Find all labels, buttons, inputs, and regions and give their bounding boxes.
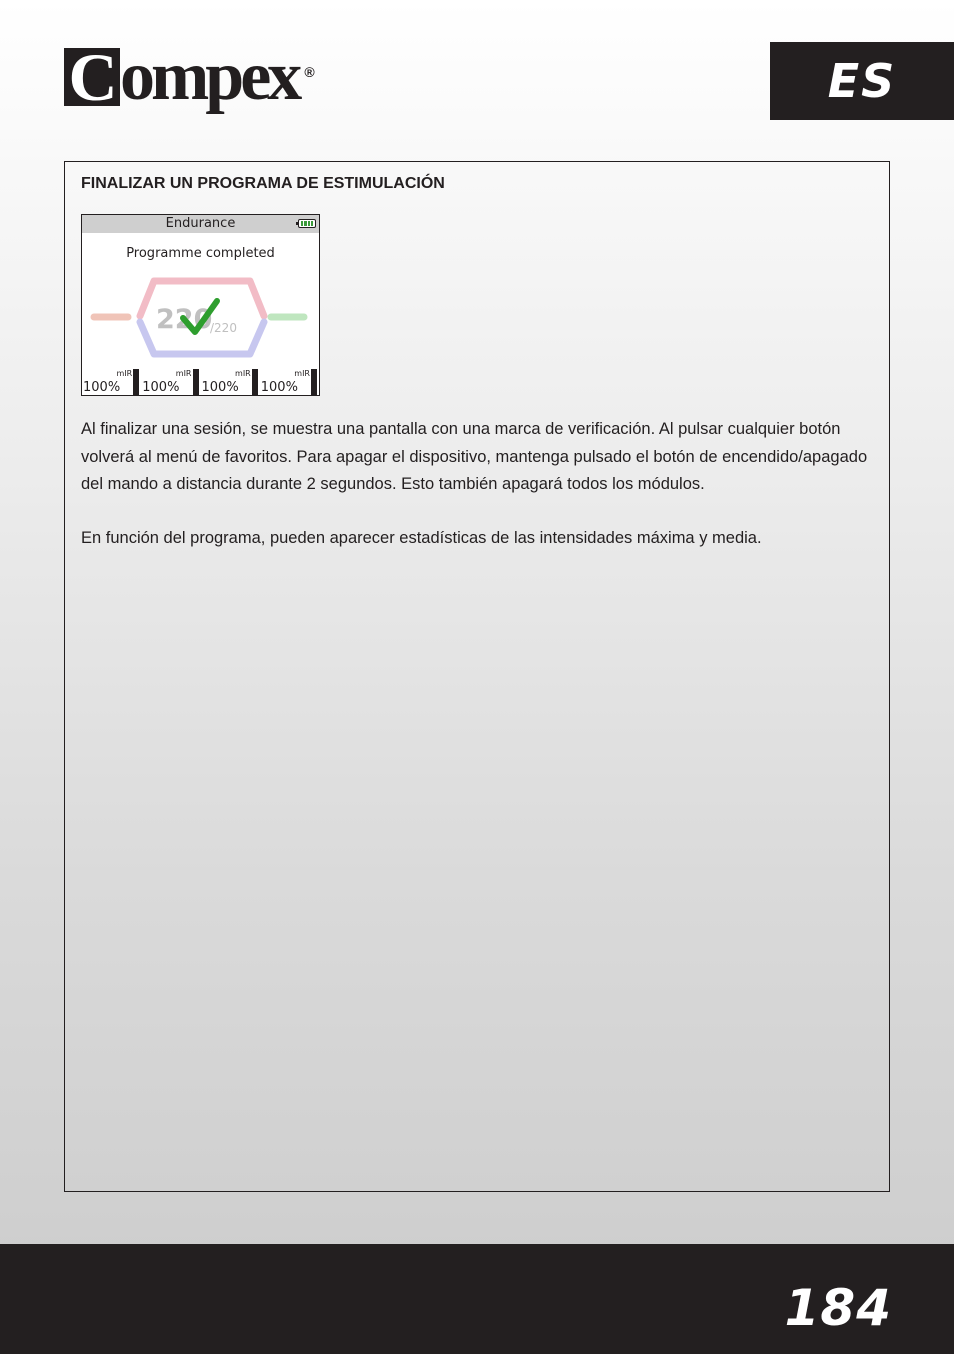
channel-unit: mIR — [235, 369, 251, 378]
channel-unit: mIR — [294, 369, 310, 378]
compex-logo — [64, 40, 315, 120]
channel-value: 100% — [260, 380, 298, 395]
section-title: FINALIZAR UN PROGRAMA DE ESTIMULACIÓN — [81, 175, 445, 192]
channel-4 — [260, 369, 319, 395]
channel-level-bar — [311, 369, 317, 395]
body-paragraph-2: En función del programa, pueden aparecer estadísticas de las intensidades máxima y media. — [81, 529, 762, 547]
progress-hexagon-graphic — [82, 270, 319, 360]
channel-level-bar — [252, 369, 258, 395]
language-tab — [770, 42, 954, 120]
channel-unit: mIR — [116, 369, 133, 378]
battery-icon — [298, 219, 316, 228]
completion-message: Programme completed — [126, 246, 275, 261]
logo-initial: C — [64, 48, 120, 106]
page-number: 184 — [784, 1279, 892, 1337]
channel-value: 100% — [142, 380, 180, 395]
channel-level-bar — [193, 369, 199, 395]
channel-2 — [141, 369, 200, 395]
footer-bar — [0, 1244, 954, 1354]
language-code: ES — [827, 54, 897, 108]
channel-value: 100% — [201, 380, 239, 395]
channel-1 — [82, 369, 141, 395]
device-screen-illustration — [81, 214, 320, 396]
channel-unit: mIR — [175, 369, 192, 378]
registered-mark: ® — [304, 64, 315, 80]
counter-current: 220 — [156, 304, 213, 335]
channel-readouts — [82, 369, 319, 395]
counter-total: /220 — [210, 321, 237, 335]
content-panel — [64, 161, 890, 1192]
channel-3 — [201, 369, 260, 395]
channel-value: 100% — [83, 380, 121, 395]
channel-level-bar — [133, 369, 139, 395]
logo-wordmark: ompex — [120, 38, 299, 115]
body-paragraph-1: Al finalizar una sesión, se muestra una pantalla con una marca de verificación. Al pulsar cualquier botón volverá al menú de favoritos. Para apagar el dispositivo, mantenga pulsado el botón de encendido/apagado del mando a distancia durante 2 segundos. Esto también apagará todos los módulos. — [81, 420, 868, 493]
device-header — [82, 215, 319, 233]
program-name: Endurance — [165, 216, 236, 231]
